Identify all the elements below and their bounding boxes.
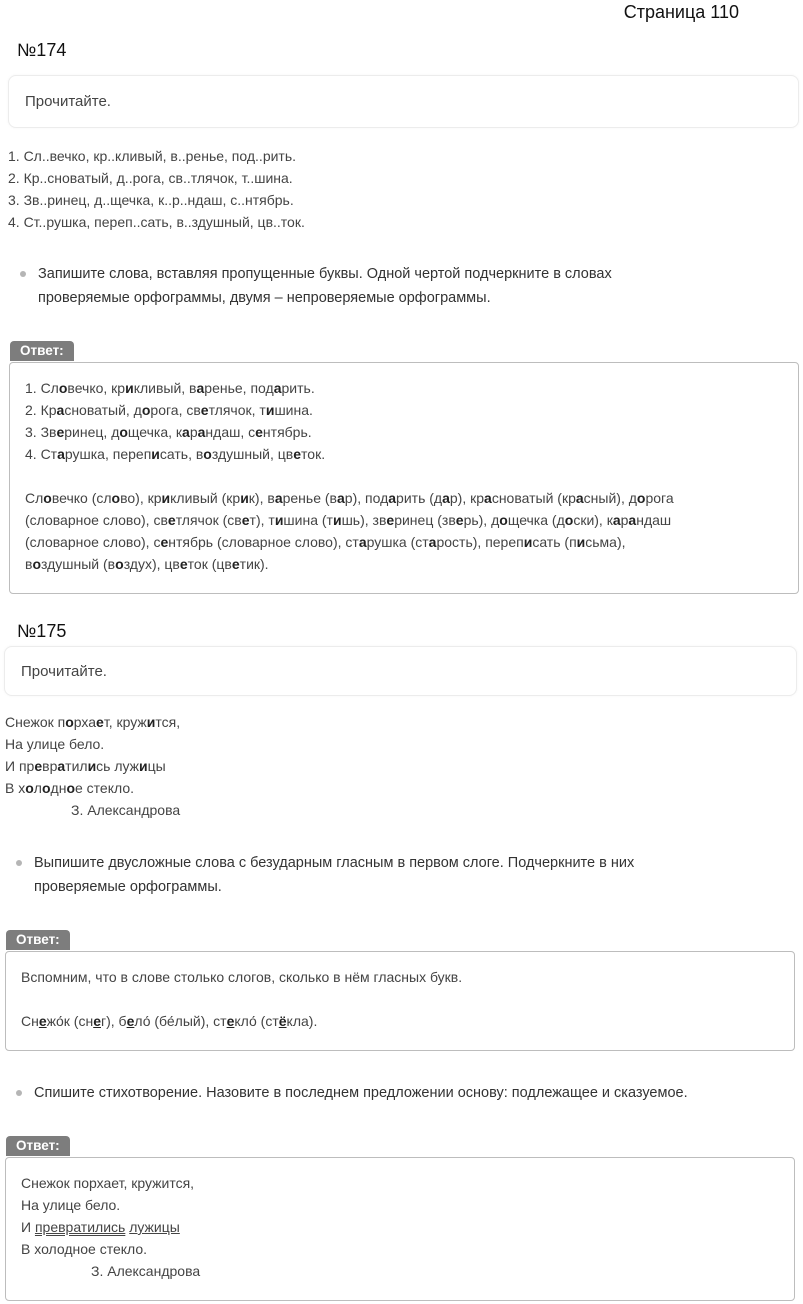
- text-segment: сать (п: [532, 534, 577, 550]
- text-segment: здушный (в: [41, 556, 116, 572]
- highlighted-letter: о: [119, 424, 128, 440]
- read-prompt-text: Прочитайте.: [21, 662, 107, 680]
- highlighted-letter: о: [32, 556, 41, 572]
- highlighted-letter: а: [388, 490, 397, 506]
- task-174-word-list: [8, 145, 305, 233]
- highlighted-letter: а: [484, 490, 492, 506]
- highlighted-letter: и: [523, 534, 533, 550]
- poem-line: [5, 711, 180, 733]
- highlighted-letter: о: [111, 490, 121, 506]
- highlighted-letter: а: [274, 490, 283, 506]
- text-segment: шина.: [274, 402, 313, 418]
- word-list-item: 1. Сл..вечко, кр..кливый, в..ренье, под..рить.: [8, 148, 297, 164]
- text-segment: вечко, кр: [67, 380, 126, 396]
- poem-line: [5, 755, 180, 777]
- task-175-answer-a-box: [5, 951, 795, 1051]
- text-segment: 1. Сл: [25, 380, 59, 396]
- text-segment: рь), д: [463, 512, 500, 528]
- highlighted-letter: о: [65, 714, 74, 730]
- text-segment: 3. Зв: [25, 424, 57, 440]
- highlighted-letter: е: [160, 534, 169, 550]
- answer-line: [25, 421, 783, 443]
- highlighted-letter: ё: [278, 1013, 287, 1029]
- answer-line: В холодное стекло.: [21, 1241, 148, 1257]
- answer-label: Ответ:: [6, 930, 70, 950]
- text-segment: рушка (ст: [366, 534, 429, 550]
- highlighted-letter: и: [87, 758, 97, 774]
- highlighted-letter: а: [612, 512, 621, 528]
- text-segment: вр: [42, 758, 58, 774]
- highlighted-letter: е: [93, 1013, 101, 1029]
- highlighted-letter: и: [332, 512, 342, 528]
- text-segment: сьма),: [585, 534, 626, 550]
- highlighted-letter: о: [115, 556, 124, 572]
- poem-line: [5, 777, 180, 799]
- text-segment: шина (т: [283, 512, 333, 528]
- text-segment: тся,: [155, 714, 181, 730]
- instruction-line: Выпишите двусложные слова с безударным гласным в первом слоге. Подчеркните в них: [34, 855, 635, 871]
- text-segment: здушный, цв: [211, 446, 294, 462]
- highlighted-letter: а: [628, 512, 637, 528]
- highlighted-letter: е: [167, 512, 176, 528]
- highlighted-letter: и: [151, 446, 160, 462]
- poem-author: З. Александрова: [71, 802, 181, 818]
- text-segment: ринец (зв: [394, 512, 456, 528]
- read-prompt-text: Прочитайте.: [25, 93, 111, 110]
- text-segment: 4. Ст: [25, 446, 58, 462]
- task-174-answer-box: [9, 362, 799, 594]
- highlighted-letter: и: [265, 402, 275, 418]
- text-segment: тлячок, т: [208, 402, 266, 418]
- task-174-instruction: [8, 262, 612, 310]
- text-segment: е стекло.: [75, 780, 135, 796]
- highlighted-letter: е: [96, 714, 104, 730]
- text-segment: И пр: [5, 758, 35, 774]
- highlighted-letter: е: [179, 556, 188, 572]
- poem-line: [5, 733, 180, 755]
- text-segment: рога: [645, 490, 674, 506]
- highlighted-letter: е: [255, 424, 263, 440]
- task-175-instruction-a: [4, 851, 634, 899]
- highlighted-letter: и: [161, 490, 171, 506]
- text-segment: т, круж: [103, 714, 147, 730]
- explanation-line: [25, 531, 783, 553]
- text-segment: (словарное слово), св: [25, 512, 168, 528]
- highlighted-letter: е: [34, 758, 43, 774]
- highlighted-letter: а: [57, 446, 65, 462]
- instruction-line: Запишите слова, вставляя пропущенные буквы. Одной чертой подчеркните в словах: [38, 266, 612, 282]
- word-list-item: 2. Кр..сноватый, д..рога, св..тлячок, т..шина.: [8, 170, 293, 186]
- highlighted-letter: о: [636, 490, 646, 506]
- instruction-line: проверяемые орфограммы.: [34, 879, 222, 895]
- text-segment: жо́к (сн: [46, 1013, 94, 1029]
- answer-label: Ответ:: [10, 341, 74, 361]
- text-segment: ренье (в: [282, 490, 337, 506]
- highlighted-letter: а: [358, 534, 367, 550]
- text-segment: рушка, переп: [64, 446, 152, 462]
- text-segment: ндаш, с: [205, 424, 256, 440]
- text-segment: к), в: [248, 490, 275, 506]
- text-segment: ток (цв: [187, 556, 232, 572]
- highlighted-letter: а: [336, 490, 345, 506]
- highlighted-letter: о: [25, 780, 34, 796]
- answer-words: [21, 1010, 779, 1032]
- task-175-poem: [5, 711, 180, 821]
- highlighted-letter: о: [66, 780, 75, 796]
- text-segment: сноватый, д: [64, 402, 142, 418]
- text-segment: во), кр: [120, 490, 162, 506]
- highlighted-letter: и: [274, 512, 284, 528]
- highlighted-letter: е: [56, 424, 65, 440]
- text-segment: р), кр: [449, 490, 485, 506]
- text-segment: рость), переп: [436, 534, 524, 550]
- text-segment: (словарное слово), с: [25, 534, 161, 550]
- task-175-read-prompt: [4, 646, 797, 696]
- text-segment: г), б: [101, 1013, 127, 1029]
- text-segment: тлячок (св: [175, 512, 242, 528]
- text-segment: т), т: [249, 512, 275, 528]
- highlighted-letter: е: [386, 512, 395, 528]
- text-segment: сный), д: [583, 490, 637, 506]
- text-segment: ренье, под: [204, 380, 274, 396]
- text-segment: ринец, д: [64, 424, 120, 440]
- text-segment: кло́ (ст: [234, 1013, 279, 1029]
- text-segment: сноватый (кр: [491, 490, 576, 506]
- highlighted-letter: а: [575, 490, 584, 506]
- text-segment: рога, св: [150, 402, 201, 418]
- text-segment: в: [25, 556, 33, 572]
- text-segment: р: [189, 424, 198, 440]
- text-segment: кливый (кр: [170, 490, 241, 506]
- answer-line: [25, 399, 783, 421]
- page-number: Страница 110: [623, 2, 739, 22]
- text-segment: р: [620, 512, 629, 528]
- text-segment: р), под: [344, 490, 389, 506]
- task-175-answer-b-box: [5, 1157, 795, 1301]
- highlighted-letter: и: [146, 714, 156, 730]
- text-segment: щечка (д: [507, 512, 565, 528]
- word-list-item: 4. Ст..рушка, переп..сать, в..здушный, цв..ток.: [8, 214, 305, 230]
- text-segment: дн: [50, 780, 67, 796]
- task-175-instruction-b: [4, 1081, 688, 1105]
- text-segment: ток.: [301, 446, 326, 462]
- answer-label: Ответ:: [6, 1136, 70, 1156]
- highlighted-letter: а: [182, 424, 190, 440]
- text-segment: Снежок п: [5, 714, 66, 730]
- highlighted-letter: о: [141, 402, 151, 418]
- text-segment: кливый, в: [133, 380, 197, 396]
- highlighted-letter: е: [226, 1013, 235, 1029]
- text-segment: тил: [65, 758, 88, 774]
- text-segment: шь), зв: [341, 512, 387, 528]
- instruction-line: проверяемые орфограммы, двумя – непроверяемые орфограммы.: [38, 290, 491, 306]
- text-segment: ндаш: [636, 512, 672, 528]
- highlighted-letter: о: [58, 380, 68, 396]
- highlighted-letter: е: [200, 402, 209, 418]
- highlighted-letter: е: [293, 446, 302, 462]
- answer-line: На улице бело.: [21, 1197, 121, 1213]
- text-segment: л: [33, 780, 42, 796]
- highlighted-letter: е: [231, 556, 240, 572]
- text-segment: Сн: [21, 1013, 39, 1029]
- text-segment: нтябрь (словарное слово), ст: [168, 534, 359, 550]
- text-segment: сать, в: [159, 446, 204, 462]
- text-segment: рха: [73, 714, 97, 730]
- answer-line: [25, 377, 783, 399]
- highlighted-letter: о: [41, 780, 51, 796]
- highlighted-letter: а: [428, 534, 437, 550]
- text-segment: рить.: [281, 380, 315, 396]
- text-segment: щечка, к: [127, 424, 183, 440]
- explanation-line: [25, 553, 783, 575]
- text-segment: В х: [5, 780, 26, 796]
- line-start: И: [21, 1219, 35, 1235]
- highlighted-letter: и: [576, 534, 586, 550]
- text-segment: На улице бело.: [5, 736, 105, 752]
- highlighted-letter: а: [197, 424, 206, 440]
- text-segment: кла).: [286, 1013, 318, 1029]
- text-segment: Сл: [25, 490, 44, 506]
- highlighted-letter: е: [241, 512, 250, 528]
- text-segment: сь луж: [96, 758, 140, 774]
- word-list-item: 3. Зв..ринец, д..щечка, к..р..ндаш, с..нтябрь.: [8, 192, 294, 208]
- highlighted-letter: а: [57, 758, 66, 774]
- answer-line: [25, 443, 783, 465]
- highlighted-letter: е: [455, 512, 464, 528]
- text-segment: рить (д: [396, 490, 443, 506]
- task-174-number: №174: [17, 40, 67, 60]
- text-segment: нтябрь.: [262, 424, 312, 440]
- highlighted-letter: а: [196, 380, 205, 396]
- highlighted-letter: е: [38, 1013, 47, 1029]
- poem-author: З. Александрова: [91, 1263, 201, 1279]
- highlighted-letter: о: [499, 512, 508, 528]
- explanation-line: [25, 509, 783, 531]
- highlighted-letter: о: [203, 446, 212, 462]
- answer-line: [21, 1216, 779, 1238]
- highlighted-letter: а: [273, 380, 282, 396]
- explanation-line: [25, 487, 783, 509]
- instruction-line: Спишите стихотворение. Назовите в последнем предложении основу: подлежащее и сказуемое.: [34, 1085, 688, 1101]
- text-segment: 2. Кр: [25, 402, 57, 418]
- task-175-number: №175: [17, 621, 67, 641]
- highlighted-letter: и: [240, 490, 249, 506]
- highlighted-letter: а: [442, 490, 450, 506]
- highlighted-letter: о: [564, 512, 574, 528]
- text-segment: здух), цв: [123, 556, 180, 572]
- answer-line: Снежок порхает, кружится,: [21, 1175, 195, 1191]
- text-segment: тик).: [239, 556, 269, 572]
- text-segment: цы: [147, 758, 166, 774]
- text-segment: вечко (сл: [51, 490, 112, 506]
- highlighted-letter: е: [126, 1013, 135, 1029]
- answer-note: Вспомним, что в слове столько слогов, сколько в нём гласных букв.: [21, 969, 463, 985]
- text-segment: ло́ (бе́лый), ст: [134, 1013, 227, 1029]
- highlighted-letter: а: [56, 402, 65, 418]
- task-174-read-prompt: [8, 75, 799, 128]
- highlighted-letter: и: [125, 380, 134, 396]
- highlighted-letter: о: [43, 490, 52, 506]
- highlighted-letter: и: [139, 758, 148, 774]
- subject-underlined: лужицы: [129, 1219, 180, 1235]
- predicate-underlined: превратились: [34, 1219, 126, 1235]
- text-segment: ски), к: [573, 512, 613, 528]
